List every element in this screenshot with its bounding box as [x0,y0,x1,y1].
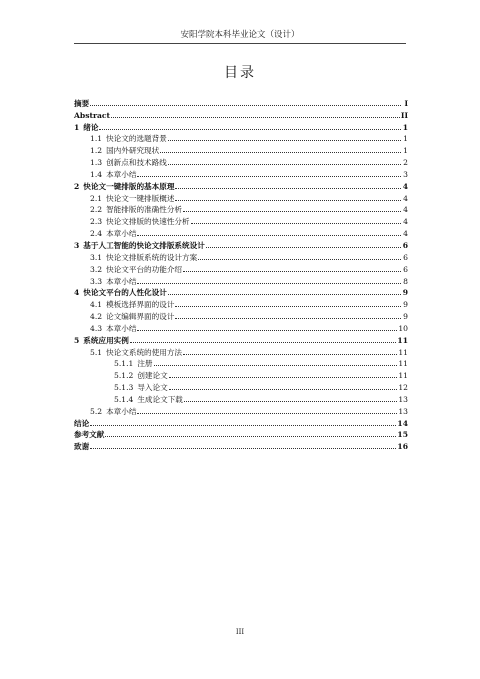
toc-entry-label: 快论文平台的人性化设计 [83,288,167,298]
toc-entry-label: 系统应用实例 [83,335,129,345]
dot-leader [154,365,398,366]
toc-entry-label: 基于人工智能的快论文排版系统设计 [83,240,205,250]
toc-entry-number: 5.1.2 [114,371,134,381]
page-title: 目录 [224,65,256,81]
dot-leader [105,436,396,437]
toc-entry-label: 本章小结 [106,276,137,286]
dot-leader [183,211,401,212]
toc-entry-label: 论文编辑界面的设计 [106,312,175,322]
toc-entry[interactable] [74,274,408,286]
toc-entry-page: 13 [398,406,408,416]
toc-entry[interactable] [74,214,408,226]
toc-entry-label: 模板选择界面的设计 [106,300,175,310]
toc-entry-number: 1.4 [90,169,103,179]
toc-entry-label: 快论文系统的使用方法 [106,347,183,357]
toc-entry-number: 2.4 [90,229,103,239]
toc-entry-label: 参考文献 [74,430,105,440]
toc-entry-page: 1 [403,134,408,144]
toc-entry[interactable] [74,167,408,179]
toc-entry-page: 1 [403,146,408,156]
toc-entry-label: 结论 [74,418,90,428]
toc-entry-page: 6 [403,252,408,262]
toc-entry-page: 6 [402,240,408,250]
toc-entry-label: 注册 [137,359,153,369]
toc-entry-label: 绪论 [83,122,99,132]
dot-leader [99,129,401,130]
toc-entry-number: 4.3 [90,323,103,333]
toc-entry-number: 4.1 [90,300,103,310]
dot-leader [175,318,401,319]
toc-entry-page: 14 [397,418,408,428]
toc-entry-number: 1.2 [90,146,103,156]
toc-entry[interactable] [74,404,408,416]
toc-entry[interactable] [74,286,408,298]
dot-leader [90,448,396,449]
dot-leader [160,152,401,153]
toc-entry-label: 导入论文 [137,383,168,393]
dot-leader [183,271,401,272]
toc-entry-page: 6 [403,264,408,274]
toc-entry-page: 11 [397,335,408,345]
toc-entry-label: 生成论文下载 [137,394,183,404]
toc-entry-page: 4 [403,217,408,227]
toc-entry-page: 11 [398,371,408,381]
toc-entry-label: 本章小结 [106,229,137,239]
toc-entry-number: 1 [74,122,80,132]
dot-leader [111,117,400,118]
toc-entry-number: 5.1.3 [114,383,134,393]
toc-entry-number: 2.3 [90,217,103,227]
toc-entry-page: 1 [402,122,408,132]
toc-entry[interactable] [74,203,408,215]
toc-entry[interactable] [74,345,408,357]
toc-entry-number: 5.1.4 [114,394,134,404]
toc-entry-label: Abstract [74,110,111,120]
toc-entry-page: 10 [398,323,408,333]
toc-entry-page: 11 [398,359,408,369]
toc-entry-label: 智能排版的准确性分析 [106,205,183,215]
dot-leader [183,354,397,355]
dot-leader [137,235,401,236]
page-number: III [235,628,245,636]
toc-entry[interactable] [74,439,408,451]
dot-leader [168,294,401,295]
toc-entry-label: 致谢 [74,442,90,452]
toc-entry-page: 13 [398,394,408,404]
dot-leader [175,188,401,189]
toc-entry-number: 5.2 [90,406,103,416]
toc-entry-page: 3 [403,169,408,179]
toc-entry-page: 9 [403,312,408,322]
dot-leader [191,223,401,224]
toc-entry-number: 3.2 [90,264,103,274]
dot-leader [169,389,398,390]
toc-entry-page: 8 [403,276,408,286]
toc-entry-number: 2.1 [90,193,103,203]
dot-leader [137,283,401,284]
toc-entry-page: 16 [397,442,408,452]
toc-entry-page: 2 [403,158,408,168]
dot-leader [168,164,401,165]
toc-entry[interactable] [74,96,408,108]
toc-entry-number: 5.1.1 [114,359,134,369]
toc-entry-label: 创建论文 [137,371,168,381]
toc-entry-page: 9 [402,288,408,298]
dot-leader [137,413,397,414]
toc-entry[interactable] [74,132,408,144]
toc-entry[interactable] [74,416,408,428]
toc-entry[interactable] [74,333,408,345]
toc-entry-label: 快论文排版的快速性分析 [106,217,190,227]
toc-entry-number: 1.1 [90,134,103,144]
toc-entry[interactable] [74,321,408,333]
toc-entry-number: 2 [74,181,80,191]
toc-entry-label: 创新点和技术路线 [106,158,167,168]
toc-entry[interactable] [74,226,408,238]
dot-leader [130,342,397,343]
dot-leader [168,140,401,141]
toc-entry[interactable] [74,368,408,380]
toc-entry-number: 3.1 [90,252,103,262]
table-of-contents [74,96,408,451]
toc-entry-page: II [400,110,408,120]
toc-entry[interactable] [74,357,408,369]
toc-entry[interactable] [74,238,408,250]
toc-entry-number: 4 [74,288,80,298]
toc-entry[interactable] [74,191,408,203]
dot-leader [175,306,401,307]
toc-entry-number: 1.3 [90,158,103,168]
toc-entry-label: 快论文的选题背景 [106,134,167,144]
toc-entry-page: I [404,98,408,108]
dot-leader [198,259,401,260]
toc-entry[interactable] [74,155,408,167]
toc-entry-page: 4 [403,193,408,203]
toc-entry[interactable] [74,120,408,132]
toc-entry-label: 快论文平台的功能介绍 [106,264,183,274]
toc-entry[interactable] [74,108,408,120]
toc-entry-page: 12 [398,383,408,393]
toc-entry-label: 本章小结 [106,406,137,416]
dot-leader [137,176,401,177]
toc-entry-label: 快论文排版系统的设计方案 [106,252,198,262]
toc-entry-label: 本章小结 [106,169,137,179]
dot-leader [90,105,401,106]
dot-leader [137,330,397,331]
page-header: 安阳学院本科毕业论文（设计） [74,28,406,44]
toc-entry-page: 4 [403,205,408,215]
toc-entry[interactable] [74,297,408,309]
toc-entry-page: 9 [403,300,408,310]
toc-entry[interactable] [74,392,408,404]
toc-entry-page: 4 [403,229,408,239]
toc-entry-number: 3 [74,240,80,250]
toc-entry-page: 4 [402,181,408,191]
toc-entry-label: 本章小结 [106,323,137,333]
toc-entry[interactable] [74,380,408,392]
toc-entry[interactable] [74,262,408,274]
toc-entry[interactable] [74,309,408,321]
toc-entry-number: 5.1 [90,347,103,357]
dot-leader [169,377,398,378]
dot-leader [206,247,401,248]
toc-entry-number: 4.2 [90,312,103,322]
dot-leader [184,401,397,402]
toc-entry-number: 5 [74,335,80,345]
toc-entry-label: 快论文一键排版概述 [106,193,175,203]
toc-entry-page: 11 [398,347,408,357]
toc-entry-number: 3.3 [90,276,103,286]
dot-leader [175,200,401,201]
toc-entry[interactable] [74,143,408,155]
toc-entry[interactable] [74,250,408,262]
toc-entry[interactable] [74,179,408,191]
toc-entry-label: 国内外研究现状 [106,146,160,156]
toc-entry-page: 15 [397,430,408,440]
toc-entry-label: 快论文一键排版的基本原理 [83,181,175,191]
toc-entry[interactable] [74,428,408,440]
toc-entry-label: 摘要 [74,98,90,108]
dot-leader [90,425,396,426]
toc-entry-number: 2.2 [90,205,103,215]
